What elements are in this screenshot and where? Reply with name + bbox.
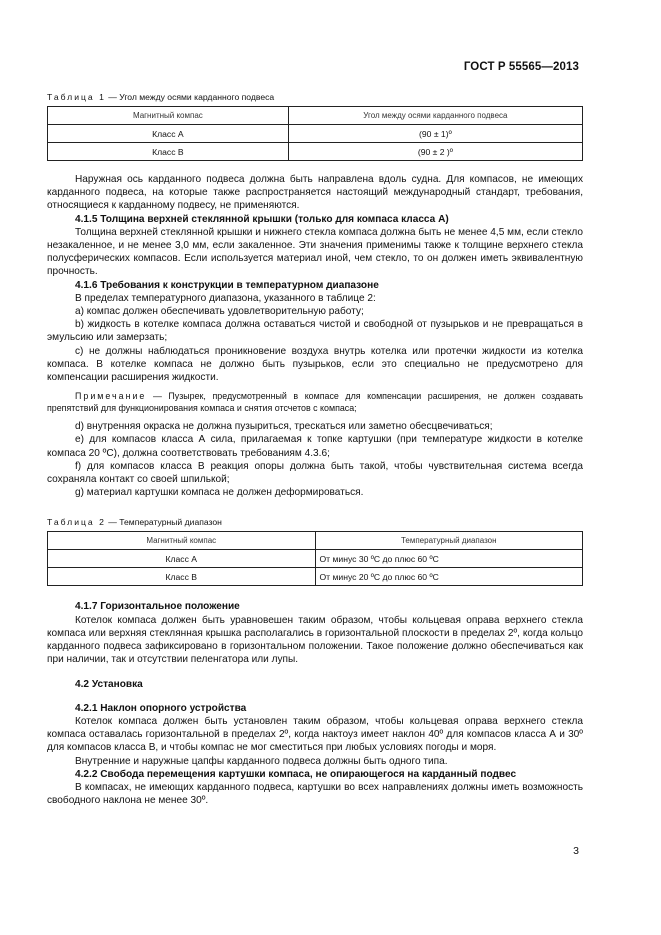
table1 (47, 106, 583, 161)
table-row (48, 568, 583, 586)
list-item: c) не должны наблюдаться проникновение воздуха внутрь котелка или протечки жидкости из котелка компаса. В котелке компаса не должно быть пузырьков, если это специально не предусмотрено для компенсации расширения жидкости. (47, 345, 583, 384)
table-cell: (90 ± 1)º (288, 125, 582, 143)
page-number: 3 (573, 845, 579, 857)
page-content (47, 84, 583, 807)
paragraph: В компасах, не имеющих карданного подвеса, картушки во всех направлениях должны иметь возможность свободного наклона не менее 30º. (47, 781, 583, 807)
table-cell: Класс В (48, 143, 289, 161)
table2 (47, 531, 583, 586)
table-cell: Класс А (48, 550, 316, 568)
section-heading: 4.2.1 Наклон опорного устройства (75, 702, 247, 714)
list-item: g) материал картушки компаса не должен деформироваться. (75, 487, 364, 499)
paragraph: Котелок компаса должен быть установлен таким образом, чтобы кольцевая оправа верхнего стекла компаса оставалась горизонтальной в пределах 2º, когда нактоуз имеет наклон 40º для компасов класса А и 30º для компасов класса В, и чтобы компас не мог сместиться при любых условиях погоды и моря. (47, 715, 583, 754)
note-label: Примечание (75, 391, 147, 402)
table1-caption-text: — Угол между осями карданного подвеса (105, 92, 275, 102)
list-item: b) жидкость в котелке компаса должна оставаться чистой и свободной от пузырьков и не превращаться в эмульсию или замерзать; (47, 319, 583, 344)
section-heading: 4.1.6 Требования к конструкции в температурном диапазоне (75, 279, 379, 291)
paragraph: Наружная ось карданного подвеса должна быть направлена вдоль судна. Для компасов, не имеющих карданного подвеса, на которые также распространяется настоящий международный стандарт, требования, относящиеся к карданному подвесу, не применяются. (47, 174, 583, 212)
table2-header-cell: Температурный диапазон (315, 532, 583, 550)
table2-header-row (48, 532, 583, 550)
paragraph: Толщина верхней стеклянной крышки и нижнего стекла компаса должна быть не менее 4,5 мм, если стекло незакаленное, и не менее 3,0 мм, если закаленное. Эти значения применимы также к толщине верхнего стекла полусферических компасов. Если используется материал иной, чем стекло, то он должен иметь эквивалентную прочность. (47, 226, 583, 278)
paragraph: Котелок компаса должен быть уравновешен таким образом, чтобы кольцевая оправа верхнего стекла компаса или верхняя стеклянная крышка располагались в горизонтальной плоскости в пределах 2º, когда кольцо карданного подвеса зафиксировано в горизонтальном положении. Такое положение должно обеспечиваться как при наличии, так и отсутствии пеленгатора или лупы. (47, 614, 583, 666)
table2-caption (47, 517, 583, 527)
table1-caption-word: Таблица 1 (47, 92, 106, 102)
note (47, 390, 583, 414)
table-cell: Класс В (48, 568, 316, 586)
section-heading: 4.1.7 Горизонтальное положение (75, 601, 240, 613)
table2-caption-text: — Температурный диапазон (105, 517, 222, 528)
list-item: d) внутренняя окраска не должна пузыриться, трескаться или заметно обесцвечиваться; (75, 421, 493, 433)
table2-caption-word: Таблица 2 (47, 517, 106, 528)
table1-header-cell: Магнитный компас (48, 107, 289, 125)
section-heading: 4.2 Установка (75, 679, 143, 691)
list-item: e) для компасов класса А сила, прилагаемая к топке картушки (при температуре жидкости в котелке компаса 20 ºC), должна соответствовать требованиям 4.3.6; (47, 434, 583, 459)
note-text: — Пузырек, предусмотренный в компасе для компенсации расширения, не должен создавать препятствий для функционирования компаса и снятия отсчетов с компаса; (47, 391, 583, 414)
table-row (48, 550, 583, 568)
table-cell: (90 ± 2 )º (288, 143, 582, 161)
section-heading: 4.2.2 Свобода перемещения картушки компаса, не опирающегося на карданный подвес (75, 768, 517, 780)
table-row (48, 143, 583, 161)
table1-header-cell: Угол между осями карданного подвеса (288, 107, 582, 125)
section-heading: 4.1.5 Толщина верхней стеклянной крышки (только для компаса класса А) (75, 213, 449, 225)
paragraph: В пределах температурного диапазона, указанного в таблице 2: (75, 292, 376, 304)
table1-caption (47, 92, 583, 102)
document-code: ГОСТ Р 55565—2013 (463, 61, 579, 73)
table2-header-cell: Магнитный компас (48, 532, 316, 550)
table-row (48, 125, 583, 143)
paragraph: Внутренние и наружные цапфы карданного подвеса должны быть одного типа. (75, 755, 448, 767)
table-cell: Класс А (48, 125, 289, 143)
table-cell: От минус 30 ºC до плюс 60 ºC (315, 550, 583, 568)
table1-header-row (48, 107, 583, 125)
table-cell: От минус 20 ºC до плюс 60 ºC (315, 568, 583, 586)
list-item: f) для компасов класса В реакция опоры должна быть такой, чтобы чувствительная система всегда сохраняла контакт со своей шпилькой; (47, 460, 583, 486)
list-item: а) компас должен обеспечивать удовлетворительную работу; (75, 306, 364, 318)
